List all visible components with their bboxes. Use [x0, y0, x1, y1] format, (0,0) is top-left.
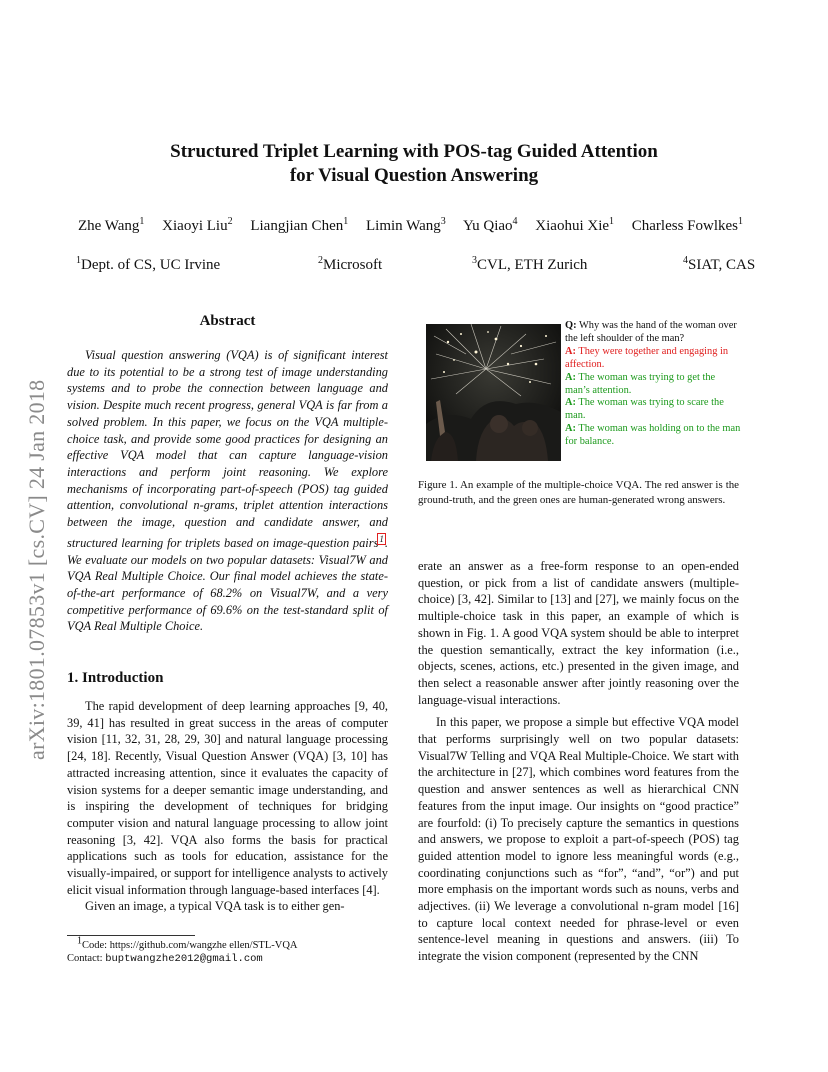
paper-title [0, 140, 828, 188]
answer-wrong: A: The woman was trying to get the man’s attention. [565, 371, 716, 396]
paragraph: Given an image, a typical VQA task is to either gen- [85, 899, 345, 914]
affiliation: $^3$CVL, ETH Zurich [472, 255, 588, 273]
paragraph: In this paper, we propose a simple but effective VQA model that performs surprisingly well on two popular datasets: Visual7W Telling and VQA Real Multiple-Choice. We start with the architecture in [27], which combines word features from the question and answer sentences as well as hierarchical CNN features from the input image. Our insights on “good practice” are fourfold: (i) To precisely capture the semantics in questions and answers, we propose to exploit a part-of-speech (POS) tag guided attention model to ignore less meaningful words (e.g., coordinating conjunctions such as “for”, “and”, “or”) and put more emphasis on the important words such as nouns, verbs and adjectives. (ii) We leverage a convolutional n-gram model [16] to capture local context needed for phrase-level or even sentence-level meaning in questions and answers. (iii) To integrate the vision component (represented by the CNN [418, 715, 739, 964]
figure-image-fireworks [426, 324, 561, 461]
affiliation: $^4$SIAT, CAS [683, 255, 756, 273]
abstract-body: Visual question answering (VQA) is of significant interest due to its potential to be a strong test of image understanding systems and to probe the connection between language and vision. Despite much recent progress, general VQA is far from a solved problem. In this paper, we focus on the VQA multiple-choice task, and provide some good practices for designing an effective VQA model that can capture language-vision interactions and perform joint reasoning. We explore mechanisms of incorporating part-of-speech (POS) tag guided attention, convolutional n-grams, triplet attention interactions between the image, question and candidate answer, and structured learning for triplets based on image-question pairs$^1$. We evaluate our models on two popular datasets: Visual7W and VQA Real Multiple Choice. Our final model achieves the state-of-the-art performance of 68.2% on Visual7W, and a very competitive performance of 69.6% on the test-standard split of VQA Real Multiple Choice. [67, 348, 388, 634]
author: Yu Qiao$^4$ [462, 216, 518, 234]
paragraph: erate an answer as a free-form response to an open-ended question, or pick from a list of candidate answers (multiple-choice) [3, 42]. Similar to [13] and [27], we mainly focus on the multiple-choice task in this paper, an example of which is shown in Fig. 1. A good VQA system should be able to interpret the question semantically, extract the key information (i.e., objects, scenes, actions, etc.) presented in the given image, and then select a reasonable answer after jointly reasoning over the language-visual interactions. [418, 559, 739, 707]
author: Xiaoyi Liu$^2$ [162, 216, 233, 234]
footnote-link[interactable]: 1 [379, 533, 384, 544]
code-link[interactable]: Code: https://github.com/wangzhe ellen/STL-VQA [82, 940, 298, 951]
introduction-body [67, 698, 388, 915]
author: Limin Wang$^3$ [365, 216, 446, 234]
answer-wrong: A: The woman was holding on to the man for balance. [565, 423, 741, 448]
author: Charless Fowlkes$^1$ [631, 216, 744, 234]
answer-correct: A: They were together and engaging in affection. [565, 345, 729, 370]
arxiv-id: arXiv:1801.07853v1 [cs.CV] 24 Jan 2018 [24, 379, 49, 760]
answer-wrong: A: The woman was trying to scare the man. [565, 397, 724, 422]
paragraph: The rapid development of deep learning approaches [9, 40, 39, 41] has resulted in great success in the areas of computer vision [11, 32, 31, 28, 29, 30] and natural language processing [24, 18]. Recently, Visual Question Answer (VQA) [3, 10] has attracted increasing attention, since it evaluates the capacity of vision systems for a deeper semantic image understanding, and is inspiring the development of techniques for bridging computer vision and natural language processing to allow joint reasoning [3, 42]. VQA also forms the basis for practical applications such as tools for education, assistance for the visually-impaired, or support for intelligence analysts to actively elicit visual information through language-based interfaces [4]. [67, 699, 388, 897]
section-heading-introduction: 1. Introduction [67, 670, 164, 686]
figure-caption: Figure 1. An example of the multiple-choice VQA. The red answer is the ground-truth, and the green ones are human-generated wrong answers. [418, 479, 739, 506]
right-column-body [418, 558, 739, 965]
author: Zhe Wang$^1$ [78, 216, 145, 234]
footnote-rule [67, 935, 195, 936]
author: Xiaohui Xie$^1$ [535, 216, 615, 234]
footnote: $^1$Code: https://github.com/wangzhe ellen/STL-VQA Contact: buptwangzhe2012@gmail.com [67, 935, 298, 965]
arxiv-stamp [22, 290, 52, 760]
title-line-2: for Visual Question Answering [289, 165, 539, 186]
figure-question: Q: Why was the hand of the woman over the left shoulder of the man? [565, 320, 737, 344]
author-list [78, 218, 743, 235]
affiliation: $^1$Dept. of CS, UC Irvine [76, 255, 221, 273]
abstract-heading: Abstract [199, 313, 256, 329]
contact-email[interactable]: buptwangzhe2012@gmail.com [105, 953, 263, 965]
title-line-1: Structured Triplet Learning with POS-tag Guided Attention [170, 141, 658, 162]
author: Liangjian Chen$^1$ [250, 216, 349, 234]
affiliation: $^2$Microsoft [318, 255, 383, 273]
figure-qa [565, 320, 741, 449]
